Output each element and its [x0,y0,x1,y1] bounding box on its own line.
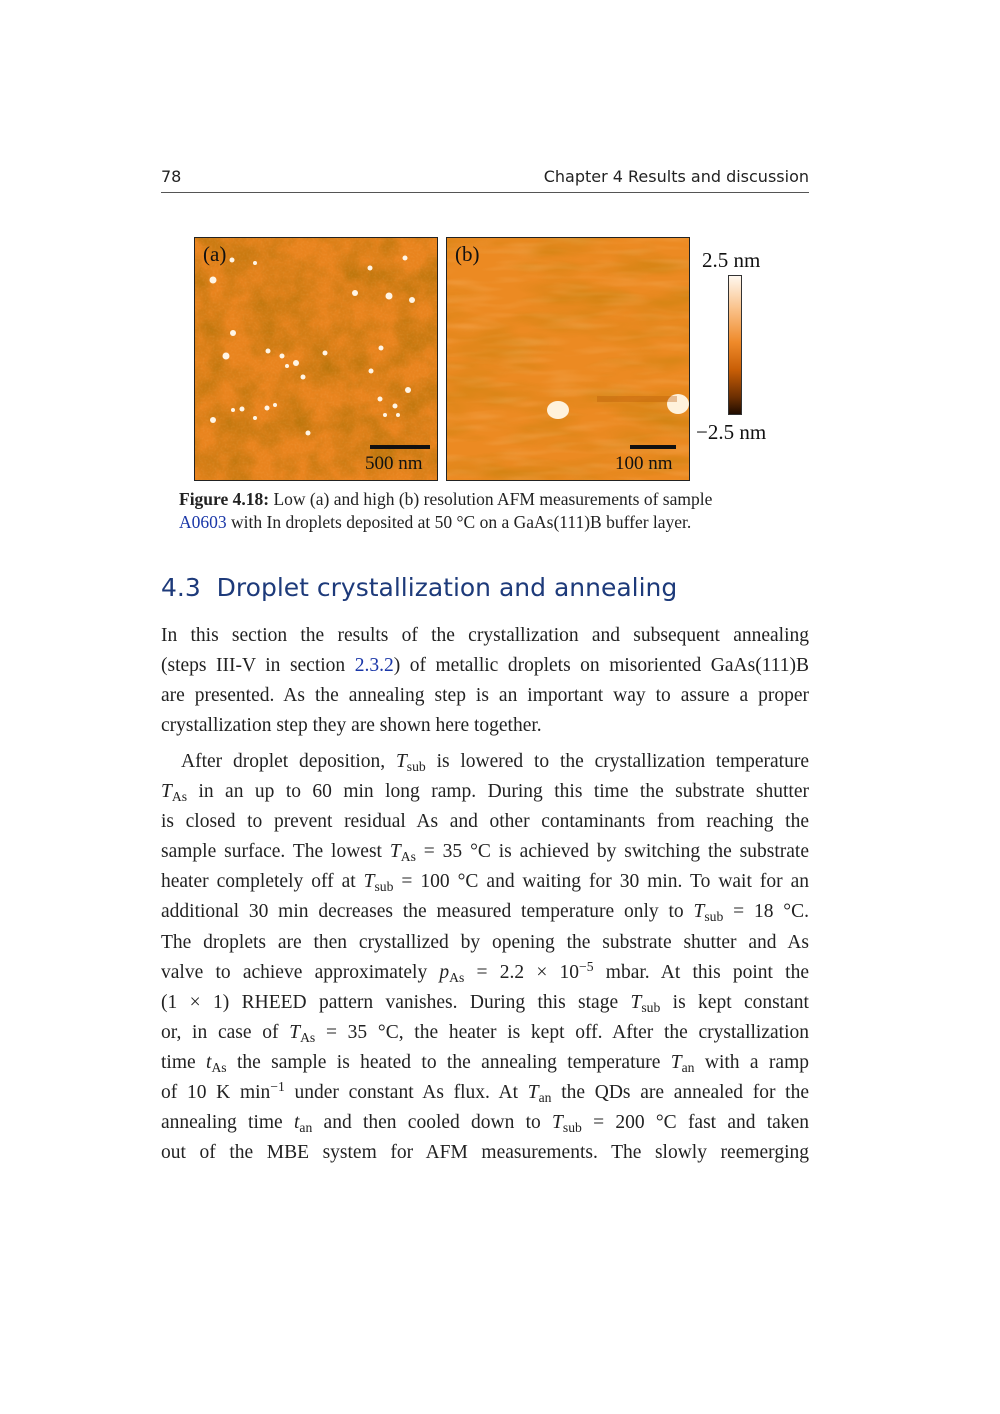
text-line: valve to achieve approximately $p_{As} = 2.2 \times 10^{-5}$ mbar. At this point the [161,958,809,985]
caption-line-1: Low (a) and high (b) resolution AFM measurements of sample [273,489,713,509]
figure-caption [179,488,794,534]
caption-line-2: with In droplets deposited at 50 °C on a GaAs(111)B buffer layer. [231,512,692,532]
scale-bar-b [630,445,676,449]
section-title: Droplet crystallization and annealing [216,573,678,602]
sample-link[interactable]: A0603 [179,512,227,532]
section-number: 4.3 [161,573,201,602]
figure-label: Figure 4.18: [179,489,270,509]
text-line: is closed to prevent residual As and other contaminants from reaching the [161,811,809,833]
text-line: or, in case of $T_{As} = 35$ °C, the heater is kept off. After the crystallization [161,1021,809,1045]
text-line: are presented. As the annealing step is an important way to assure a proper [161,685,809,707]
section-heading [161,573,677,602]
text-line: sample surface. The lowest $T_{As} = 35$ °C is achieved by switching the substrate [161,841,809,865]
paragraph-1 [161,621,809,741]
text-line: $T_{As}$ in an up to 60 min long ramp. During this time the substrate shutter [161,781,809,805]
chapter-title: Chapter 4 Results and discussion [543,167,809,186]
scale-bar-label-b: 100 nm [615,453,673,474]
colorbar-max-label: 2.5 nm [702,248,761,272]
text-line: The droplets are then crystallized by opening the substrate shutter and As [161,931,809,953]
text-line: additional 30 min decreases the measured temperature only to $T_{sub} = 18$ °C. [161,901,809,925]
section-link[interactable]: 2.3.2 [354,655,394,677]
scale-bar-label-a: 500 nm [365,453,423,474]
text-line: heater completely off at $T_{sub} = 100$ °C and waiting for 30 min. To wait for an [161,871,809,895]
running-header [161,165,809,193]
afm-image-b [446,237,690,481]
text-line: (steps III-V in section 2.3.2) of metallic droplets on misoriented GaAs(111)B [161,655,810,677]
afm-image-a [194,237,438,481]
text-line: time $t_{As}$ the sample is heated to the annealing temperature $T_{an}$ with a ramp [161,1051,809,1076]
text-line: crystallization step they are shown here together. [161,715,542,737]
panel-label-b: (b) [455,242,480,266]
text-line: After droplet deposition, $T_{sub}$ is lowered to the crystallization temperature [181,751,809,775]
colorbar-min-label: −2.5 nm [696,420,767,444]
text-line: annealing time $t_{an}$ and then cooled down to $T_{sub} = 200$ °C fast and taken [161,1112,809,1136]
text-line: In this section the results of the crystallization and subsequent annealing [161,625,809,646]
page-number: 78 [161,167,182,186]
text-line: out of the MBE system for AFM measurements. The slowly reemerging [161,1142,809,1164]
text-line: of 10 K $\min^{-1}$ under constant As flux. At $T_{an}$ the QDs are annealed for the [161,1079,809,1106]
scale-bar-a [370,445,430,449]
panel-label-a: (a) [203,242,227,266]
colorbar [728,275,742,415]
paragraph-2 [161,747,809,1168]
text-line: (1 × 1) RHEED pattern vanishes. During this stage $T_{sub}$ is kept constant [161,991,809,1015]
